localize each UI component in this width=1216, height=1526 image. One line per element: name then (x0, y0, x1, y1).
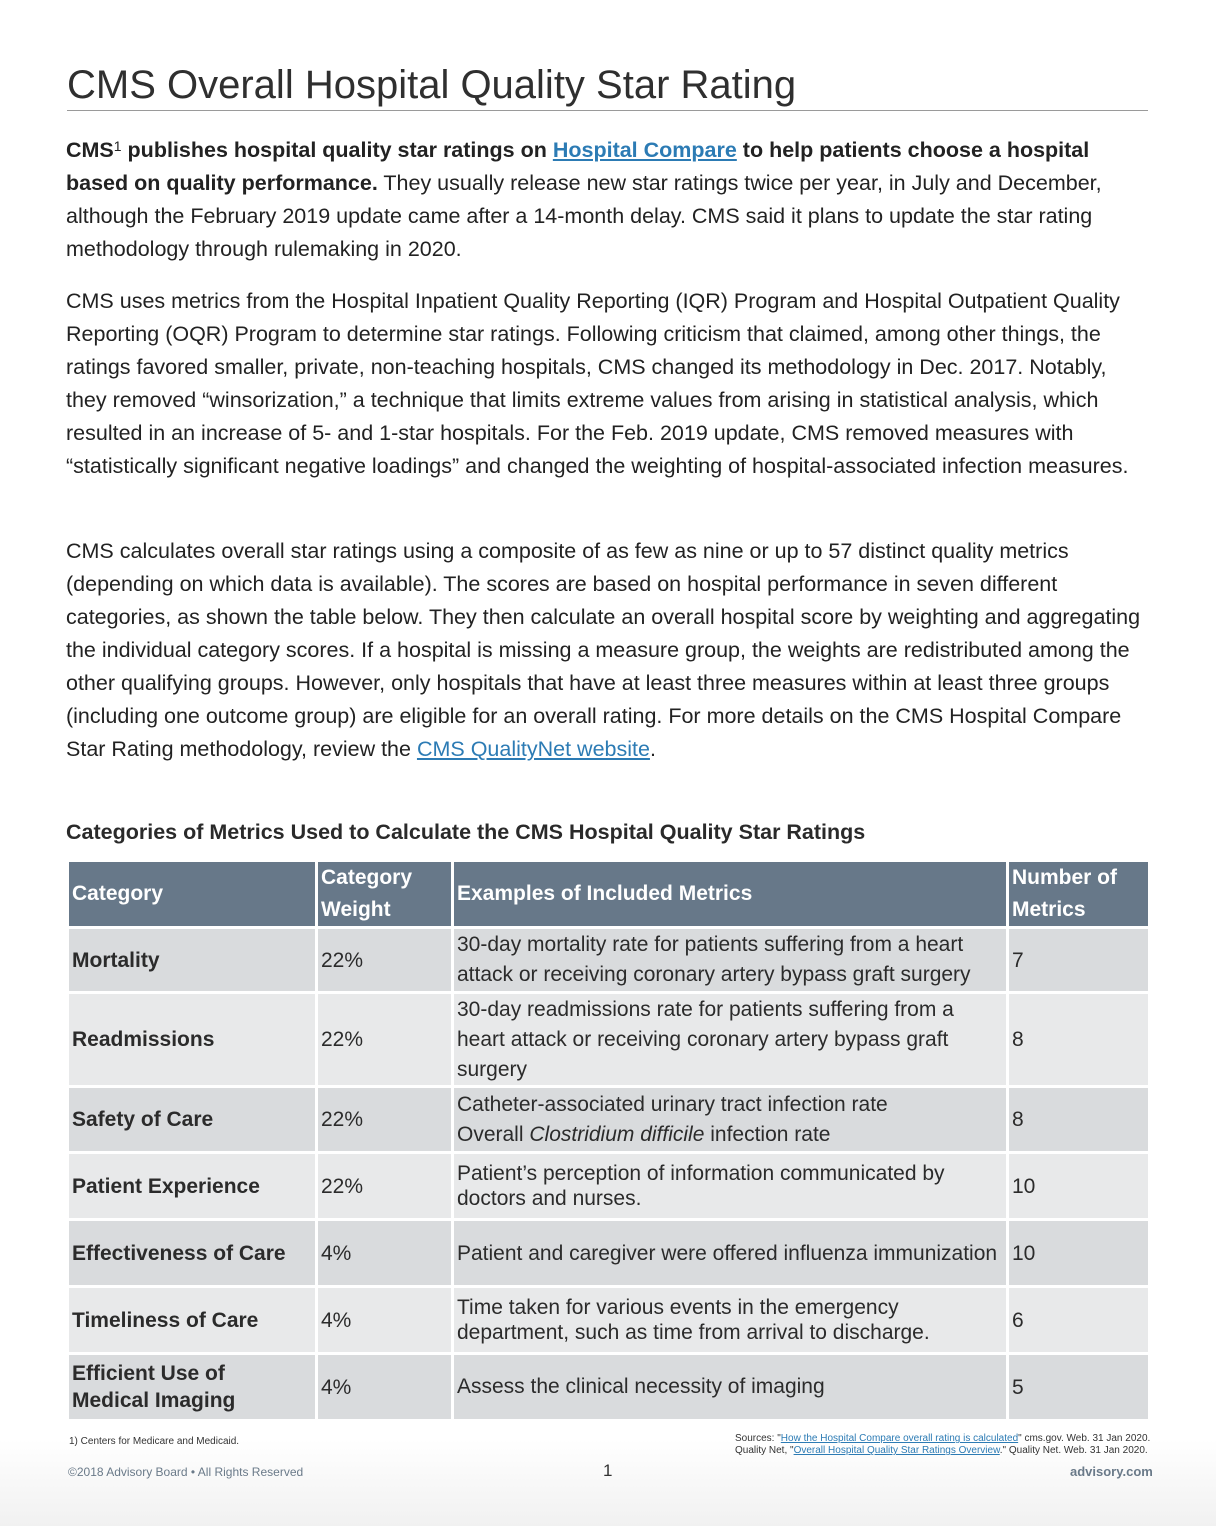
row-weight: 22% (317, 993, 453, 1087)
copyright: ©2018 Advisory Board • All Rights Reserved (68, 1465, 304, 1479)
table-row (68, 1087, 1150, 1153)
table-row (68, 1354, 1150, 1421)
table-row (68, 928, 1150, 993)
row-weight: 4% (317, 1354, 453, 1421)
source-link-qualitynet[interactable]: Overall Hospital Quality Star Ratings Overview (793, 1445, 1000, 1456)
row-weight: 4% (317, 1220, 453, 1287)
qualitynet-link[interactable]: CMS QualityNet website (416, 737, 650, 761)
row-category: Mortality (68, 928, 317, 993)
row-example: Patient’s perception of information communicated by doctors and nurses. (453, 1153, 1008, 1220)
row-weight: 22% (317, 928, 453, 993)
row-example: Patient and caregiver were offered influenza immunization (453, 1220, 1008, 1287)
row-weight: 22% (317, 1153, 453, 1220)
row-count: 10 (1008, 1153, 1150, 1220)
row-category: Timeliness of Care (68, 1287, 317, 1354)
row-count: 7 (1008, 928, 1150, 993)
row-category: Readmissions (68, 993, 317, 1087)
calculation-text: CMS calculates overall star ratings using a composite of as few as nine or up to 57 distinct quality metrics (depending on which data is available). The scores are based on hospital performance in seven different categories, as shown the table below. They then calculate an overall hospital score by weighting and aggregating the individual category scores. If a hospital is missing a measure group, the weights are redistributed among the other qualifying groups. However, only hospitals that have at least three measures within at least three groups (including one outcome group) are eligible for an overall rating. For more details on the CMS Hospital Compare Star Rating methodology, review the (66, 539, 1141, 761)
row-category: Patient Experience (68, 1153, 317, 1220)
intro-bold-b: publishes hospital quality star ratings on (121, 138, 553, 162)
table-row (68, 1153, 1150, 1220)
methodology-paragraph: CMS uses metrics from the Hospital Inpatient Quality Reporting (IQR) Program and Hospital Outpatient Quality Reporting (OQR) Program to determine star ratings. Following criticism that claimed, among other things, the ratings favored smaller, private, non-teaching hospitals, CMS changed its methodology in Dec. 2017. Notably, they removed “winsorization,” a technique that limits extreme values from arising in statistical analysis, which resulted in an increase of 5- and 1-star hospitals. For the Feb. 2019 update, CMS removed measures with “statistically significant negative loadings” and changed the weighting of hospital-associated infection measures. (66, 289, 1129, 478)
row-category: Efficient Use of Medical Imaging (68, 1354, 317, 1421)
row-category: Safety of Care (68, 1087, 317, 1153)
row-count: 8 (1008, 993, 1150, 1087)
row-weight: 4% (317, 1287, 453, 1354)
site-name: advisory.com (1070, 1464, 1153, 1479)
footnote: 1) Centers for Medicare and Medicaid. (69, 1436, 240, 1447)
row-example: 30-day readmissions rate for patients suffering from a heart attack or receiving coronary artery bypass graft surgery (453, 993, 1008, 1087)
row-example: Assess the clinical necessity of imaging (453, 1354, 1008, 1421)
table-header-row (68, 861, 1150, 928)
row-example: Catheter-associated urinary tract infection rate Overall Clostridium difficile infection rate (453, 1087, 1008, 1153)
row-weight: 22% (317, 1087, 453, 1153)
row-example: Time taken for various events in the emergency department, such as time from arrival to discharge. (453, 1287, 1008, 1354)
row-count: 5 (1008, 1354, 1150, 1421)
table-title: Categories of Metrics Used to Calculate the CMS Hospital Quality Star Ratings (66, 820, 866, 844)
row-count: 10 (1008, 1220, 1150, 1287)
intro-rest: They usually release new star ratings twice per year, in July and December, although the February 2019 update came after a 14-month delay. CMS said it plans to update the star rating methodology through rulemaking in 2020. (66, 171, 1102, 261)
header-weight: Category Weight (317, 861, 453, 928)
row-count: 8 (1008, 1087, 1150, 1153)
intro-paragraph (66, 134, 1151, 266)
calculation-paragraph (66, 535, 1151, 766)
page-title: CMS Overall Hospital Quality Star Rating (67, 63, 797, 107)
source-link-cms[interactable]: How the Hospital Compare overall rating is calculated (780, 1433, 1019, 1444)
calculation-end: . (649, 737, 656, 761)
table-row (68, 1220, 1150, 1287)
row-count: 6 (1008, 1287, 1150, 1354)
row-category: Effectiveness of Care (68, 1220, 317, 1287)
header-examples: Examples of Included Metrics (453, 861, 1008, 928)
metrics-table (66, 859, 1151, 1422)
row-example: 30-day mortality rate for patients suffering from a heart attack or receiving coronary artery bypass graft surgery (453, 928, 1008, 993)
page-number: 1 (603, 1461, 613, 1480)
table-row (68, 993, 1150, 1087)
header-number: Number of Metrics (1008, 861, 1150, 928)
hospital-compare-link[interactable]: Hospital Compare (552, 138, 737, 162)
table-row (68, 1287, 1150, 1354)
intro-bold-a: CMS (66, 138, 114, 162)
sources: Sources: "How the Hospital Compare overall rating is calculated" cms.gov. Web. 31 Jan 2020. Quality Net, "Overall Hospital Quality Star Ratings Overview." Quality Net. Web. 31 Jan 2020. (735, 1433, 1151, 1456)
header-category: Category (68, 861, 317, 928)
intro-bold-c: to help patients choose a hospital based on quality performance. (66, 138, 1090, 195)
footnote-marker: 1 (113, 138, 122, 154)
title-divider (67, 110, 1148, 111)
